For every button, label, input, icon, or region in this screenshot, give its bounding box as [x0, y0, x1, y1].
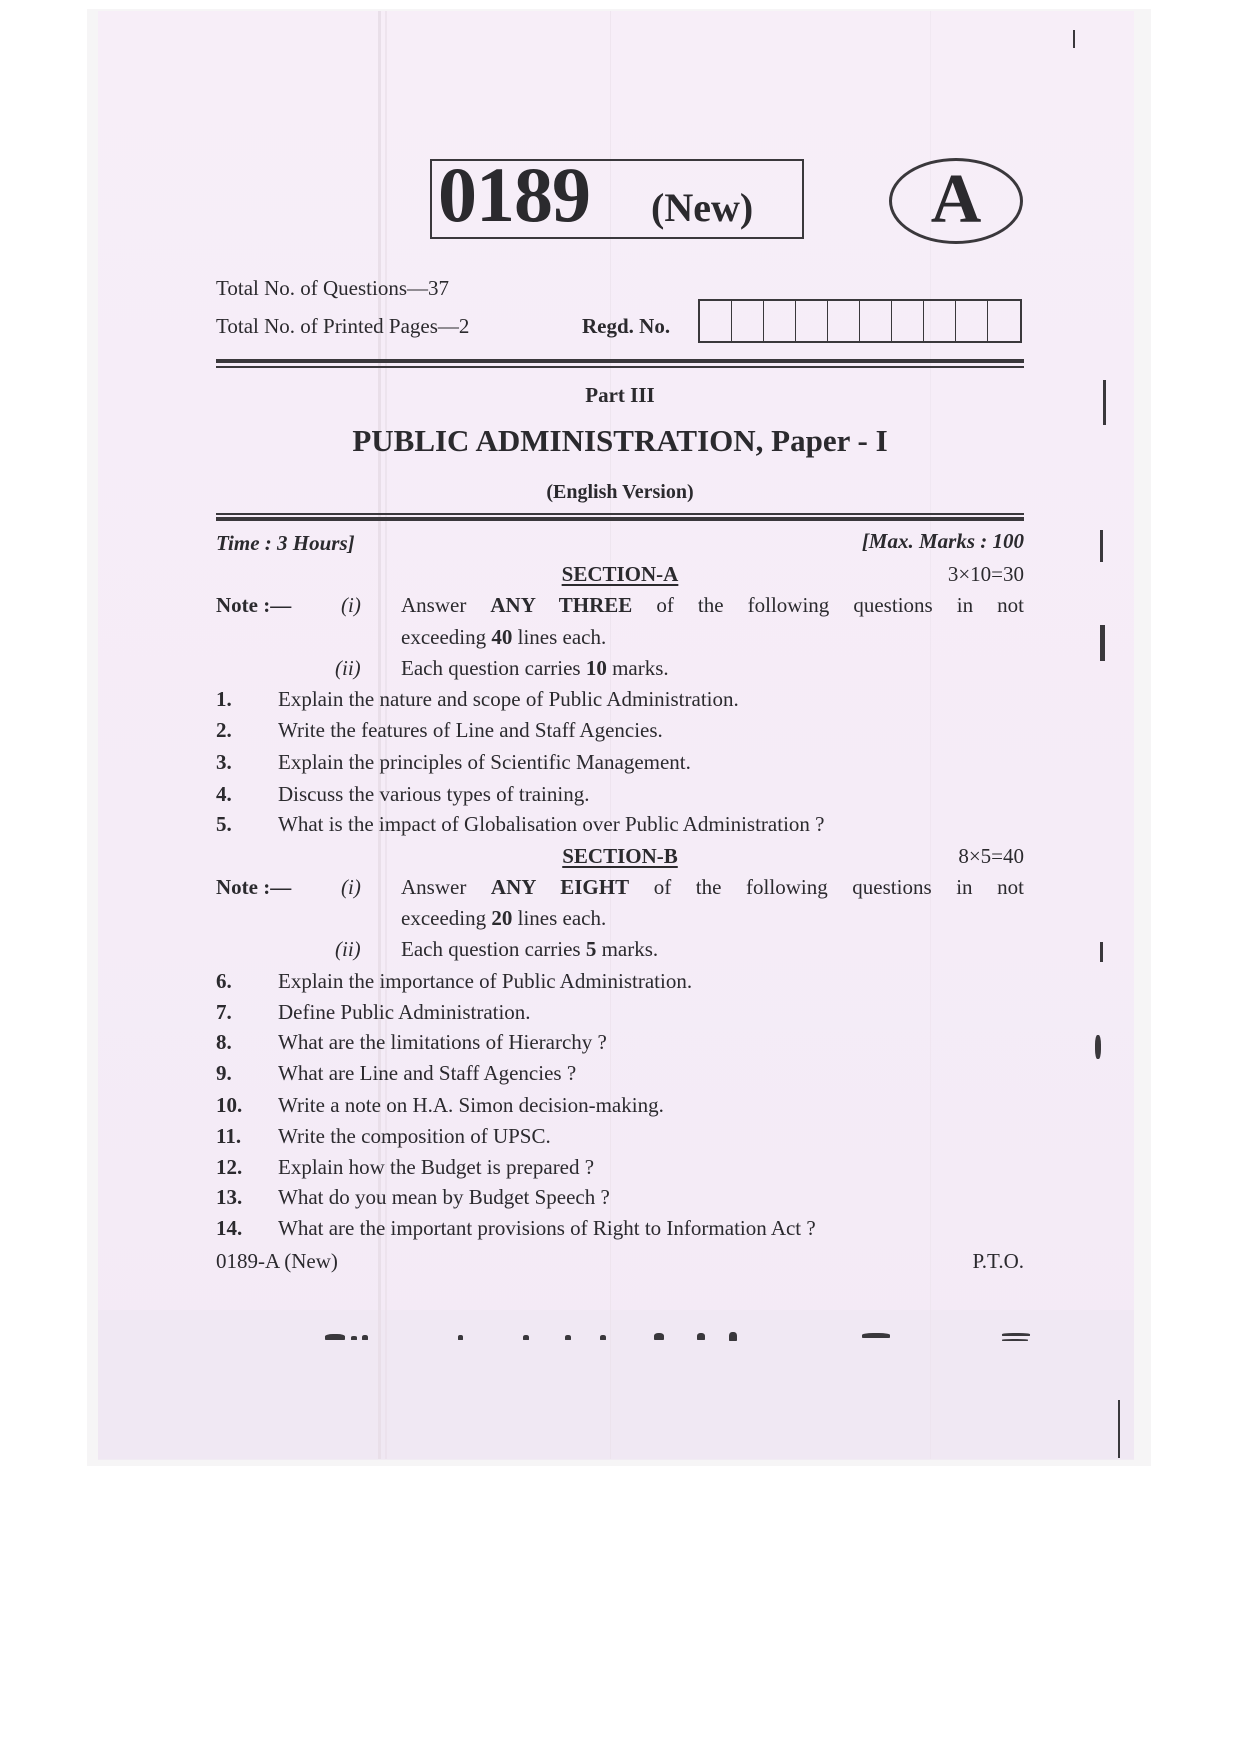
scan-artifact	[1095, 1035, 1101, 1059]
scan-artifact	[351, 1336, 357, 1340]
section-a-note-1-cont	[401, 625, 606, 649]
question-text: Write a note on H.A. Simon decision-making.	[278, 1093, 664, 1117]
scan-artifact	[1100, 942, 1103, 962]
scan-artifact	[1073, 30, 1075, 48]
question-number: 7.	[216, 1000, 232, 1024]
section-b-note-1-cont	[401, 906, 606, 930]
regd-digit-box[interactable]	[924, 301, 956, 341]
question-number: 12.	[216, 1155, 243, 1179]
question-number: 8.	[216, 1030, 232, 1054]
note-emphasis: 10	[585, 656, 607, 680]
question-number: 1.	[216, 687, 232, 711]
question-text: What are the limitations of Hierarchy ?	[278, 1030, 607, 1054]
regd-digit-box[interactable]	[732, 301, 764, 341]
note-marker: (ii)	[335, 937, 361, 961]
note-text: lines each.	[512, 625, 607, 649]
page-shadow	[98, 1310, 1134, 1460]
title-rule-thin	[216, 513, 1024, 515]
note-text: Answer	[401, 875, 491, 899]
scan-artifact	[862, 1333, 890, 1338]
section-b-title: SECTION-B	[562, 844, 678, 868]
question-text: Explain the importance of Public Administration.	[278, 969, 693, 993]
scan-artifact	[697, 1333, 705, 1340]
question-number: 4.	[216, 782, 232, 806]
total-pages: Total No. of Printed Pages—2	[216, 314, 470, 338]
section-a-note-label: Note :—	[216, 593, 292, 617]
question-text: Discuss the various types of training.	[278, 782, 590, 806]
section-b-note-1	[401, 875, 1024, 899]
note-marker: (ii)	[335, 656, 361, 680]
note-text: lines each.	[512, 906, 607, 930]
version-label: (English Version)	[546, 481, 694, 503]
scan-artifact	[1118, 1400, 1120, 1458]
section-a-title: SECTION-A	[561, 562, 679, 586]
question-text: Write the features of Line and Staff Agencies.	[278, 718, 663, 742]
note-text: of the following questions in not	[632, 593, 1024, 617]
note-text: Each question carries	[401, 937, 586, 961]
question-number: 5.	[216, 812, 232, 836]
scan-artifact	[654, 1333, 664, 1340]
subject-title: PUBLIC ADMINISTRATION, Paper - I	[352, 423, 888, 458]
section-b-marks: 8×5=40	[958, 844, 1024, 868]
scan-artifact	[458, 1335, 463, 1340]
question-number: 3.	[216, 750, 232, 774]
section-a-note-1	[401, 593, 1024, 617]
question-text: Define Public Administration.	[278, 1000, 531, 1024]
question-text: Explain the nature and scope of Public Administration.	[278, 687, 739, 711]
paper-code-suffix: (New)	[651, 185, 754, 230]
regd-digit-box[interactable]	[860, 301, 892, 341]
note-emphasis: ANY THREE	[490, 593, 633, 617]
regd-digit-box[interactable]	[956, 301, 988, 341]
header-rule-thick	[216, 359, 1024, 363]
note-emphasis: ANY EIGHT	[490, 875, 630, 899]
regd-digit-box[interactable]	[700, 301, 732, 341]
regd-label: Regd. No.	[582, 314, 671, 338]
regd-digit-box[interactable]	[892, 301, 924, 341]
section-a-heading	[216, 562, 1024, 586]
note-marker: (i)	[341, 875, 361, 899]
question-number: 11.	[216, 1124, 242, 1148]
scan-artifact	[362, 1335, 368, 1340]
note-text: marks.	[606, 656, 669, 680]
question-text: What are Line and Staff Agencies ?	[278, 1061, 577, 1085]
time-label: Time : 3 Hours]	[216, 531, 355, 555]
question-number: 9.	[216, 1061, 232, 1085]
question-number: 13.	[216, 1185, 243, 1209]
total-questions: Total No. of Questions—37	[216, 276, 450, 300]
section-b-heading	[216, 844, 1024, 868]
scan-artifact	[1103, 380, 1106, 425]
note-text: Each question carries	[401, 656, 586, 680]
max-marks-label: [Max. Marks : 100	[861, 529, 1024, 553]
question-number: 10.	[216, 1093, 243, 1117]
scan-artifact	[1002, 1333, 1030, 1336]
question-text: Explain the principles of Scientific Management.	[278, 750, 691, 774]
question-number: 2.	[216, 718, 232, 742]
section-b-note-2	[401, 937, 658, 961]
question-text: What do you mean by Budget Speech ?	[278, 1185, 610, 1209]
regd-digit-box[interactable]	[988, 301, 1020, 341]
note-text: Answer	[401, 593, 491, 617]
note-text: marks.	[596, 937, 659, 961]
note-text: exceeding	[401, 625, 492, 649]
scan-artifact	[600, 1335, 606, 1340]
footer-pto: P.T.O.	[972, 1249, 1024, 1273]
regd-digit-box[interactable]	[828, 301, 860, 341]
scan-artifact	[1100, 530, 1103, 562]
header-rule-thin	[216, 366, 1024, 368]
scan-artifact	[1100, 625, 1105, 661]
note-emphasis: 20	[491, 906, 513, 930]
section-b-note-label: Note :—	[216, 875, 292, 899]
note-text: of the following questions in not	[629, 875, 1024, 899]
scan-artifact	[1002, 1339, 1028, 1341]
scan-artifact	[523, 1335, 529, 1340]
note-emphasis: 40	[491, 625, 513, 649]
series-letter: A	[930, 161, 982, 238]
section-a-marks: 3×10=30	[947, 562, 1024, 586]
note-emphasis: 5	[585, 937, 597, 961]
regd-digit-box[interactable]	[796, 301, 828, 341]
note-text: exceeding	[401, 906, 492, 930]
question-text: Write the composition of UPSC.	[278, 1124, 551, 1148]
question-text: What is the impact of Globalisation over Public Administration ?	[278, 812, 825, 836]
scan-artifact	[565, 1335, 571, 1340]
question-text: What are the important provisions of Right to Information Act ?	[278, 1216, 816, 1240]
question-number: 6.	[216, 969, 232, 993]
question-text: Explain how the Budget is prepared ?	[278, 1155, 595, 1179]
footer-code: 0189-A (New)	[216, 1249, 338, 1273]
regd-digit-box[interactable]	[764, 301, 796, 341]
scan-artifact	[325, 1334, 345, 1340]
section-a-note-2	[401, 656, 669, 680]
regd-number-boxes[interactable]	[698, 299, 1022, 343]
scan-artifact	[729, 1332, 737, 1341]
note-marker: (i)	[341, 593, 361, 617]
question-number: 14.	[216, 1216, 243, 1240]
part-label: Part III	[585, 383, 655, 407]
title-rule-thick	[216, 517, 1024, 521]
paper-code: 0189	[438, 151, 590, 238]
